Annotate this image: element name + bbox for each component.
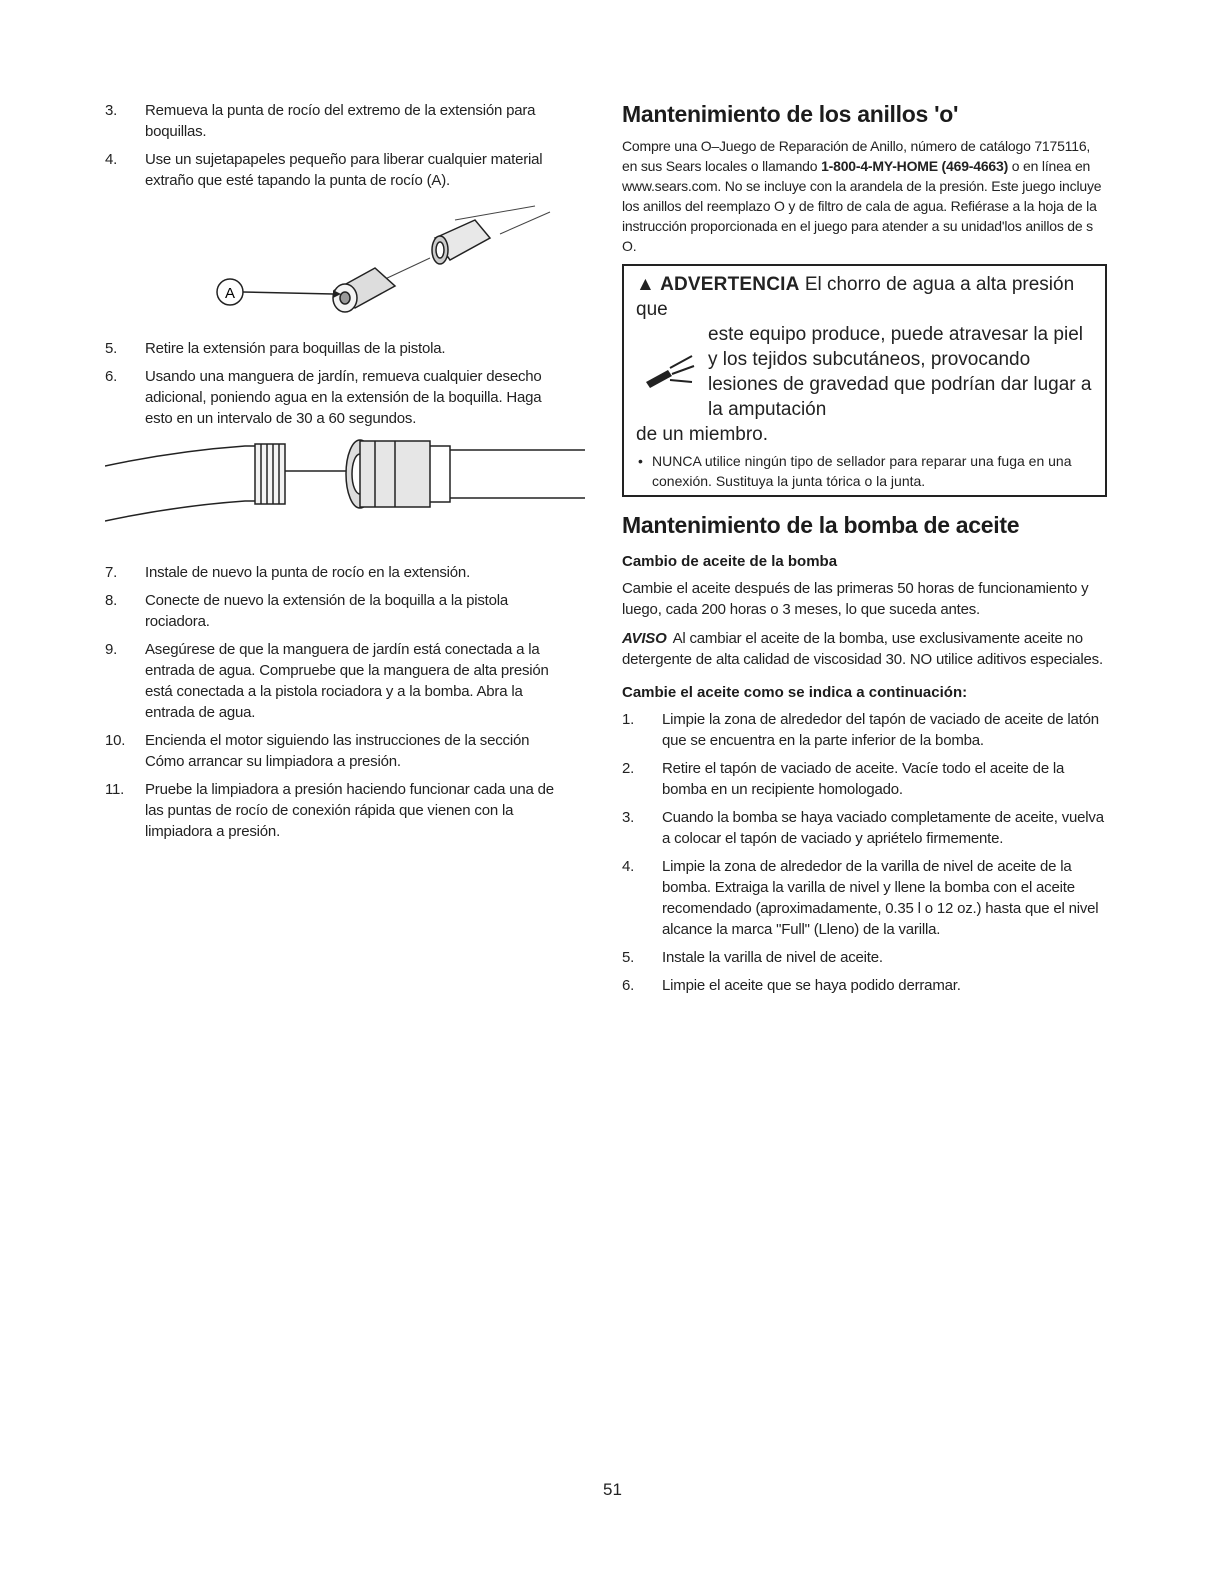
list-item: 10. Encienda el motor siguiendo las instrucciones de la sección Cómo arrancar su limpiadora a presión. <box>105 732 530 770</box>
left-column <box>105 100 570 849</box>
steps-list-b <box>105 338 570 429</box>
list-item: 5. Retire la extensión para boquillas de la pistola. <box>105 340 446 357</box>
list-item: 11. Pruebe la limpiadora a presión haciendo funcionar cada una de las puntas de rocío de conexión rápida que vienen con la limpiadora a presión. <box>105 781 554 840</box>
list-item: 2. Retire el tapón de vaciado de aceite. Vacíe todo el aceite de la bomba en un recipiente homologado. <box>622 760 1065 798</box>
warning-title: ADVERTENCIA <box>660 274 800 295</box>
nozzle-tip-illustration <box>105 198 570 328</box>
warning-text-1: El chorro de agua a alta presión que <box>636 274 1075 320</box>
list-item: 3. Cuando la bomba se haya vaciado completamente de aceite, vuelva a colocar el tapón de vaciado y apriételo firmemente. <box>622 809 1104 847</box>
right-column <box>622 100 1107 1003</box>
list-item: 6. Limpie el aceite que se haya podido derramar. <box>622 977 961 994</box>
spray-injury-icon <box>642 352 696 397</box>
oring-paragraph: Compre una O–Juego de Reparación de Anillo, número de catálogo 7175116, en sus Sears locales o llamando 1-800-4-MY-HOME (469-4663) o en línea en www.sears.com. No se incluye con la arandela de la presión. Este juego incluye los anillos del reemplazo O y de filtro de cala de agua. Refiérase a la hoja de la instrucción proporcionada en el juego para atender a su unidad'los anillos de s O. <box>622 138 1102 254</box>
page-number: 51 <box>603 1480 622 1499</box>
list-item: 4. Use un sujetapapeles pequeño para liberar cualquier material extraño que esté tapando la punta de rocío (A). <box>105 151 543 189</box>
phone-number: 1-800-4-MY-HOME (469-4663) <box>821 158 1009 174</box>
warning-text-3: de un miembro. <box>636 424 769 445</box>
callout-a-label: A <box>224 285 236 302</box>
steps-list-c <box>105 562 570 842</box>
list-item: 4. Limpie la zona de alrededor de la varilla de nivel de aceite de la bomba. Extraiga la varilla de nivel y llene la bomba con el aceite recomendado (aproximadamente, 0.35 l o 12 oz.) hasta que el nivel alcance la marca "Full" (Lleno) de la varilla. <box>622 858 1099 938</box>
pump-subheading-2: Cambie el aceite como se indica a continuación: <box>622 684 968 701</box>
pump-subheading-1: Cambio de aceite de la bomba <box>622 553 838 570</box>
list-item: 5. Instale la varilla de nivel de aceite. <box>622 949 883 966</box>
list-item: 8. Conecte de nuevo la extensión de la boquilla a la pistola rociadora. <box>105 592 509 630</box>
list-item: 9. Asegúrese de que la manguera de jardín está conectada a la entrada de agua. Compruebe que la manguera de alta presión está conectada a la pistola rociadora y a la bomba. Abra la entrada de agua. <box>105 641 549 721</box>
pump-section-title: Mantenimiento de la bomba de aceite <box>622 512 1020 538</box>
pump-steps-list <box>622 709 1107 996</box>
warning-text-2: este equipo produce, puede atravesar la piel y los tejidos subcutáneos, provocando lesiones de gravedad que podrían dar lugar a la amputación <box>708 324 1092 420</box>
warning-triangle-icon: ▲ <box>636 274 655 295</box>
nozzle-tip-drawing <box>105 198 570 328</box>
list-item: 6. Usando una manguera de jardín, remueva cualquier desecho adicional, poniendo agua en la extensión de la boquilla. Haga esto en un intervalo de 30 a 60 segundos. <box>105 368 542 427</box>
list-item: 3. Remueva la punta de rocío del extremo de la extensión para boquillas. <box>105 102 536 140</box>
list-item: 1. Limpie la zona de alrededor del tapón de vaciado de aceite de latón que se encuentra en la parte inferior de la bomba. <box>622 711 1099 749</box>
oring-section-title: Mantenimiento de los anillos 'o' <box>622 101 959 127</box>
aviso-label: AVISO <box>622 630 667 647</box>
steps-list-a <box>105 100 570 191</box>
hose-connector-illustration <box>105 436 570 554</box>
list-item: 7. Instale de nuevo la punta de rocío en la extensión. <box>105 564 471 581</box>
aviso-paragraph: AVISO Al cambiar el aceite de la bomba, use exclusivamente aceite no detergente de alta calidad de viscosidad 30. NO utilice aditivos especiales. <box>622 630 1103 668</box>
hose-connector-drawing <box>105 436 585 554</box>
warning-box <box>622 264 1107 497</box>
warning-bullet: • NUNCA utilice ningún tipo de sellador para reparar una fuga en una conexión. Sustituya la junta tórica o la junta. <box>638 453 1072 489</box>
pump-paragraph-1: Cambie el aceite después de las primeras 50 horas de funcionamiento y luego, cada 200 horas o 3 meses, lo que suceda antes. <box>622 580 1089 618</box>
